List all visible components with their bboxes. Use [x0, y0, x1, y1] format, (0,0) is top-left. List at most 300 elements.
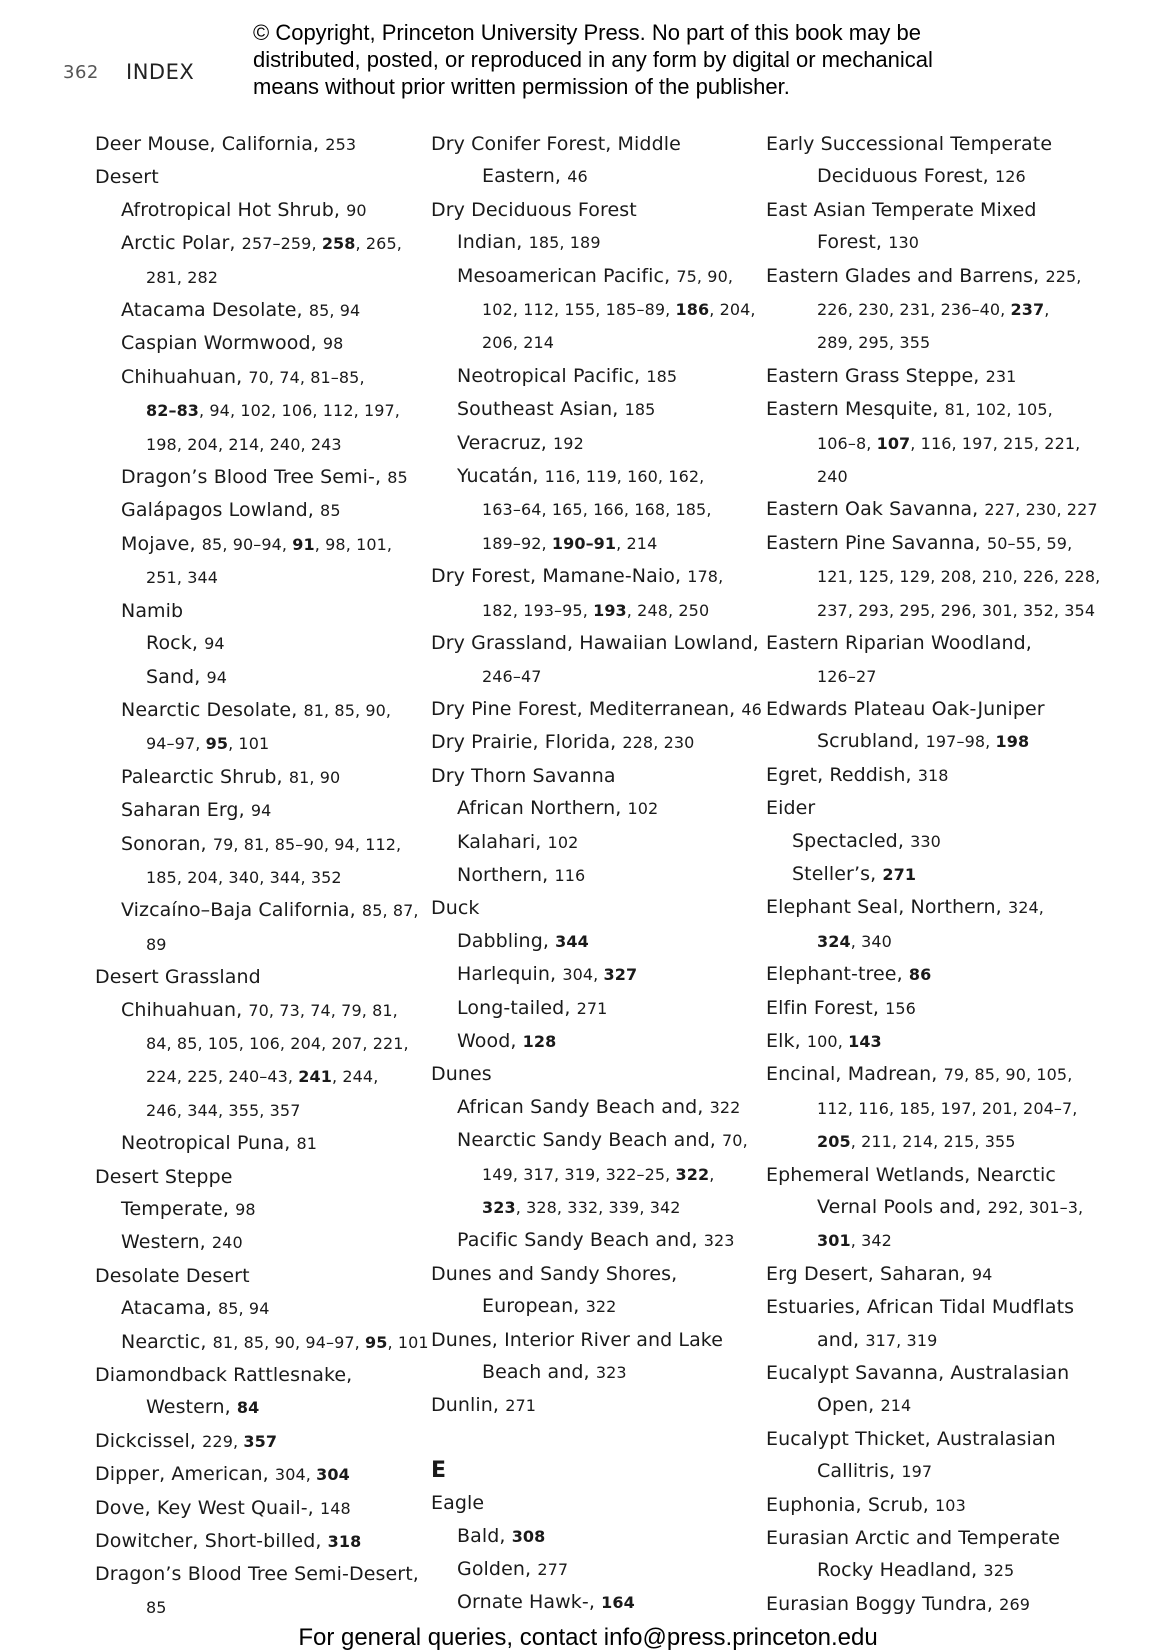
- entry-continuation-line: [95, 1027, 420, 1060]
- index-subentry: [431, 1224, 756, 1257]
- entry-continuation-line: [95, 428, 420, 461]
- entry-line: [121, 828, 420, 861]
- index-subentry: [766, 825, 1116, 858]
- entry-term: Pacific Sandy Beach and,: [457, 1229, 704, 1252]
- entry-line: [766, 1588, 1116, 1621]
- entry-line: [431, 1487, 756, 1519]
- page-ref: 197–98,: [925, 732, 996, 752]
- entry-continuation-line: [431, 160, 756, 193]
- index-subentry: [766, 858, 1116, 891]
- index-entry: [766, 759, 1116, 792]
- entry-term: Caspian Wormwood,: [121, 332, 323, 355]
- page-ref: 106–8,: [817, 433, 877, 453]
- index-subentry: [431, 992, 756, 1025]
- entry-line: [121, 494, 420, 527]
- entry-line: [121, 194, 420, 227]
- page-ref: 85: [387, 468, 408, 488]
- index-subentry: [431, 1124, 756, 1224]
- index-subentry: [95, 227, 420, 294]
- entry-line: [431, 1389, 756, 1422]
- entry-line: [766, 1291, 1116, 1323]
- page-ref: 271: [576, 998, 608, 1018]
- entry-line: [766, 1489, 1116, 1522]
- page-ref: 102, 112, 155, 185–89,: [482, 300, 676, 320]
- entry-term: Afrotropical Hot Shrub,: [121, 198, 347, 221]
- entry-continuation-line: [766, 1389, 1116, 1422]
- entry-line: [95, 1458, 420, 1491]
- page-ref-bold: 304: [316, 1465, 350, 1485]
- index-entry: [431, 1324, 756, 1390]
- page-ref: 323: [595, 1363, 627, 1383]
- entry-term: Scrubland,: [817, 730, 926, 753]
- entry-term: Encinal, Madrean,: [766, 1063, 944, 1086]
- index-subentry: [95, 627, 420, 660]
- page-ref: 156: [885, 998, 916, 1018]
- page-ref-bold: 198: [995, 732, 1030, 752]
- page-ref: 70,: [722, 1131, 748, 1151]
- index-subentry: [431, 859, 756, 892]
- page-ref: 103: [935, 1495, 966, 1515]
- index-subentry: [95, 194, 420, 227]
- entry-continuation-line: [766, 660, 1116, 693]
- index-entry: [766, 360, 1116, 393]
- index-entry: [95, 1558, 420, 1624]
- index-subentry: [95, 761, 420, 794]
- page-ref-bold: 318: [327, 1532, 362, 1552]
- index-subentry: [95, 1193, 420, 1226]
- entry-line: [457, 1224, 756, 1257]
- entry-line: [457, 460, 756, 493]
- index-entry: [766, 493, 1116, 526]
- entry-term: Elephant Seal, Northern,: [766, 896, 1008, 919]
- entry-line: [766, 360, 1116, 393]
- entry-term: Southeast Asian,: [457, 398, 625, 421]
- page-ref-bold: 107: [876, 433, 911, 453]
- page-ref: 98: [235, 1200, 256, 1219]
- page-ref: 240: [211, 1233, 243, 1253]
- entry-continuation-line: [431, 493, 756, 526]
- entry-line: [457, 925, 756, 958]
- page-ref: 81, 102, 105,: [944, 400, 1053, 420]
- entry-term: Dickcissel,: [95, 1429, 203, 1452]
- entry-continuation-line: [766, 326, 1116, 359]
- index-entry: [766, 627, 1116, 693]
- page-ref: 185, 204, 340, 344, 352: [146, 867, 342, 887]
- page-ref: 85, 90–94,: [201, 534, 293, 554]
- page-ref-bold: 327: [603, 965, 638, 985]
- page-ref: ,: [709, 1164, 715, 1184]
- entry-line: [121, 294, 420, 327]
- entry-term: Dry Deciduous Forest: [431, 198, 637, 221]
- index-entry: [95, 1458, 420, 1491]
- entry-term: Palearctic Shrub,: [121, 765, 289, 788]
- entry-term: Eastern Riparian Woodland,: [766, 632, 1032, 655]
- page-ref: 79, 81, 85–90, 94, 112,: [212, 834, 402, 854]
- entry-term: Elfin Forest,: [766, 996, 886, 1019]
- entry-term: Arctic Polar,: [121, 232, 242, 255]
- entry-term: Atacama,: [121, 1297, 218, 1320]
- entry-line: [457, 958, 756, 991]
- entry-term: Eastern Mesquite,: [766, 398, 945, 421]
- entry-line: [766, 792, 1116, 824]
- index-subentry: [95, 1127, 420, 1160]
- copyright-notice: [253, 19, 973, 100]
- index-entry: [766, 891, 1116, 958]
- entry-continuation-line: [431, 1290, 756, 1323]
- page-ref: , 214: [616, 533, 658, 553]
- page-ref: 240: [817, 467, 848, 487]
- entry-term: African Sandy Beach and,: [457, 1095, 710, 1118]
- entry-line: [95, 1492, 420, 1525]
- entry-term: Rock,: [146, 632, 205, 655]
- entry-line: [766, 527, 1116, 560]
- entry-line: [95, 1525, 420, 1558]
- entry-line: [766, 1159, 1116, 1191]
- entry-line: [766, 1058, 1116, 1091]
- entry-line: [766, 128, 1116, 160]
- entry-continuation-line: [95, 394, 420, 427]
- entry-term: Western,: [121, 1231, 212, 1254]
- section-spacer: [431, 1423, 756, 1447]
- page-ref: 271: [505, 1396, 537, 1416]
- index-entry: [766, 1058, 1116, 1158]
- page-ref: , 244,: [332, 1067, 379, 1087]
- page-ref: 98: [322, 334, 344, 354]
- entry-term: Eurasian Boggy Tundra,: [766, 1592, 1000, 1615]
- entry-term: Eastern Oak Savanna,: [766, 498, 985, 521]
- entry-term: Sand,: [146, 665, 207, 688]
- page-ref: 246–47: [482, 666, 542, 686]
- entry-continuation-line: [766, 427, 1116, 460]
- page-ref: 317, 319: [865, 1330, 938, 1350]
- page-ref: 100,: [806, 1031, 849, 1051]
- index-entry: [766, 992, 1116, 1025]
- entry-continuation-line: [95, 561, 420, 594]
- page-ref: 70, 74, 81–85,: [248, 367, 365, 387]
- index-subentry: [95, 1326, 429, 1359]
- entry-term: Neotropical Pacific,: [457, 364, 647, 387]
- entry-continuation-line: [766, 1455, 1116, 1488]
- index-subentry: [431, 1520, 756, 1553]
- entry-continuation-line: [431, 293, 756, 326]
- entry-term: Erg Desert, Saharan,: [766, 1262, 972, 1285]
- index-subentry: [95, 327, 420, 360]
- copyright-line: © Copyright, Princeton University Press. No part of this book may be: [253, 20, 921, 45]
- index-subentry: [431, 1091, 756, 1124]
- entry-term: African Northern,: [457, 797, 628, 820]
- entry-line: [121, 595, 420, 627]
- page-ref: 94: [250, 801, 272, 821]
- index-subentry: [431, 427, 756, 460]
- page-ref-bold: 241: [298, 1067, 332, 1087]
- entry-term: Eider: [766, 797, 816, 820]
- page-ref: , 211, 214, 215, 355: [850, 1132, 1016, 1152]
- running-head: INDEX: [126, 60, 195, 84]
- index-subentry: [95, 1292, 420, 1325]
- page-ref-bold: 95: [205, 734, 229, 754]
- index-entry: [95, 161, 420, 193]
- entry-line: [457, 260, 756, 293]
- index-subentry: [431, 260, 756, 360]
- entry-term: Duck: [431, 897, 480, 920]
- entry-continuation-line: [95, 861, 420, 894]
- entry-term: Dunes, Interior River and Lake: [431, 1328, 724, 1351]
- entry-line: [431, 560, 756, 593]
- page-ref-bold: 308: [511, 1526, 546, 1546]
- index-subentry: [95, 661, 420, 694]
- entry-line: [766, 627, 1116, 659]
- entry-term: Veracruz,: [457, 431, 554, 454]
- entry-term: Long-tailed,: [457, 996, 577, 1019]
- page-ref-bold: 84: [236, 1398, 260, 1418]
- index-subentry: [95, 828, 420, 895]
- entry-line: [766, 958, 1116, 991]
- page-ref-bold: 95: [365, 1332, 388, 1352]
- page-ref: 228, 230: [622, 733, 695, 753]
- page-ref: 85: [146, 1597, 167, 1617]
- entry-term: Dry Prairie, Florida,: [431, 731, 623, 754]
- page-ref: 253: [325, 135, 357, 154]
- index-entry: [766, 194, 1116, 260]
- page-ref: 257–259,: [241, 234, 322, 254]
- page-ref: 324,: [1007, 898, 1044, 918]
- entry-line: [121, 794, 420, 827]
- entry-line: [95, 1260, 420, 1292]
- page-ref-bold: 186: [675, 300, 710, 320]
- page-ref: 46: [567, 167, 588, 187]
- index-subentry: [95, 894, 420, 961]
- index-entry: [431, 1389, 756, 1422]
- entry-term: Atacama Desolate,: [121, 299, 309, 322]
- entry-line: [121, 227, 420, 260]
- page-ref: 81, 90: [288, 767, 341, 787]
- page-ref: 182, 193–95,: [482, 600, 594, 620]
- entry-line: [431, 892, 756, 924]
- page-ref-bold: 322: [675, 1164, 710, 1184]
- index-entry: [95, 1161, 420, 1193]
- index-entry: [431, 194, 756, 226]
- entry-line: [457, 992, 756, 1025]
- entry-line: [431, 760, 756, 792]
- page-ref: 330: [910, 831, 941, 851]
- page-ref: 50–55, 59,: [986, 533, 1073, 553]
- index-entry: [95, 128, 420, 161]
- entry-term: Diamondback Rattlesnake,: [95, 1364, 353, 1387]
- entry-line: [95, 161, 420, 193]
- entry-term: Dry Pine Forest, Mediterranean,: [431, 697, 742, 720]
- index-column-2: [431, 128, 762, 1620]
- page-ref: 277: [537, 1560, 569, 1580]
- page-ref: 292, 301–3,: [987, 1198, 1084, 1217]
- entry-line: [121, 361, 420, 394]
- entry-continuation-line: [95, 928, 420, 961]
- page-ref: 126: [994, 167, 1026, 187]
- page-ref: 325: [983, 1561, 1015, 1581]
- page-ref-bold: 193: [593, 600, 627, 620]
- page-ref: 198, 204, 214, 240, 243: [146, 434, 342, 454]
- entry-term: Callitris,: [817, 1460, 902, 1483]
- entry-continuation-line: [766, 1554, 1116, 1587]
- page-ref: , 94, 102, 106, 112, 197,: [199, 401, 400, 421]
- entry-term: Nearctic Sandy Beach and,: [457, 1129, 723, 1152]
- entry-line: [95, 1359, 420, 1391]
- index-subentry: [95, 595, 420, 627]
- page-ref: ,: [1044, 300, 1050, 320]
- entry-term: Galápagos Lowland,: [121, 499, 321, 522]
- page-ref-bold: 86: [908, 965, 932, 985]
- entry-term: Dunes: [431, 1063, 492, 1086]
- entry-line: [766, 992, 1116, 1025]
- index-entry: [766, 1588, 1116, 1621]
- page-ref: 229,: [202, 1431, 244, 1451]
- entry-line: [457, 792, 756, 825]
- entry-term: Dry Thorn Savanna: [431, 764, 616, 787]
- entry-continuation-line: [431, 1158, 756, 1191]
- entry-line: [121, 994, 420, 1027]
- index-entry: [766, 1357, 1116, 1423]
- entry-term: Nearctic Desolate,: [121, 698, 304, 721]
- page-ref: 322: [585, 1297, 617, 1317]
- index-entry: [766, 260, 1116, 360]
- entry-line: [431, 693, 762, 726]
- page-ref: 121, 125, 129, 208, 210, 226, 228,: [817, 567, 1101, 587]
- page-ref: 46: [741, 699, 762, 719]
- entry-line: [792, 858, 1116, 891]
- page-ref-bold: 324: [817, 931, 851, 951]
- entry-term: Temperate,: [121, 1198, 236, 1220]
- entry-continuation-line: [766, 1125, 1116, 1158]
- entry-term: Rocky Headland,: [817, 1559, 984, 1582]
- entry-term: Open,: [817, 1394, 881, 1417]
- entry-continuation-line: [766, 160, 1116, 193]
- page-ref: 130: [888, 233, 920, 253]
- page-ref: 185: [646, 366, 678, 386]
- entry-term: Harlequin,: [457, 963, 563, 986]
- entry-line: [431, 194, 756, 226]
- entry-term: Eastern Glades and Barrens,: [766, 264, 1046, 287]
- entry-continuation-line: [766, 293, 1116, 326]
- page-ref: 126–27: [817, 666, 877, 686]
- page-ref: 231: [985, 366, 1017, 386]
- entry-term: Vizcaíno–Baja California,: [121, 899, 362, 922]
- entry-term: Mesoamerican Pacific,: [457, 264, 677, 287]
- page-ref: 281, 282: [146, 267, 219, 287]
- entry-line: [457, 226, 756, 259]
- index-subentry: [431, 460, 756, 560]
- index-entry: [766, 1423, 1116, 1489]
- entry-line: [457, 393, 756, 426]
- index-entry: [95, 1525, 420, 1558]
- entry-term: Desert: [95, 166, 159, 189]
- index-subentry: [431, 1586, 756, 1619]
- page-ref-bold: 91: [292, 534, 315, 554]
- page-ref: 94: [204, 634, 225, 654]
- entry-term: Nearctic,: [121, 1330, 213, 1353]
- page-ref: , 328, 332, 339, 342: [515, 1198, 681, 1217]
- entry-continuation-line: [431, 326, 756, 359]
- page-ref: 85: [320, 501, 341, 521]
- page-ref: 85, 87,: [361, 901, 419, 921]
- page-ref: 185: [624, 400, 656, 420]
- entry-continuation-line: [766, 594, 1116, 627]
- index-subentry: [95, 1226, 420, 1259]
- entry-term: Vernal Pools and,: [817, 1196, 988, 1218]
- page-ref-bold: 258: [321, 234, 356, 254]
- page-ref: , 204,: [709, 300, 756, 320]
- entry-term: Egret, Reddish,: [766, 763, 918, 786]
- entry-line: [95, 1161, 420, 1193]
- page-ref: 148: [319, 1498, 351, 1518]
- page-ref: 79, 85, 90, 105,: [943, 1065, 1073, 1085]
- index-entry: [766, 958, 1116, 991]
- index-entry: [431, 726, 756, 759]
- entry-term: Yucatán,: [457, 465, 545, 488]
- entry-term: Desert Steppe: [95, 1165, 233, 1188]
- entry-term: Dabbling,: [457, 929, 556, 952]
- page-ref: 318: [917, 765, 949, 785]
- index-entry: [431, 1487, 756, 1519]
- page-ref: , 101: [387, 1332, 429, 1352]
- page-ref: 75, 90,: [676, 266, 734, 286]
- entry-term: Eucalypt Thicket, Australasian: [766, 1427, 1056, 1450]
- index-entry: [766, 1522, 1116, 1588]
- entry-line: [431, 1324, 756, 1356]
- page-ref: 323: [703, 1231, 735, 1251]
- index-entry: [766, 792, 1116, 824]
- entry-continuation-line: [766, 226, 1116, 259]
- entry-term: Eastern,: [482, 165, 568, 188]
- entry-term: Indian,: [457, 231, 529, 254]
- entry-term: Elephant-tree,: [766, 963, 909, 986]
- page-ref: 185, 189: [528, 233, 601, 253]
- entry-line: [121, 761, 420, 794]
- entry-line: [457, 1553, 756, 1586]
- page-ref: 192: [553, 433, 584, 453]
- entry-term: Dove, Key West Quail-,: [95, 1496, 320, 1519]
- entry-term: Eurasian Arctic and Temperate: [766, 1527, 1061, 1550]
- page-ref: , 265,: [355, 234, 402, 254]
- entry-line: [121, 327, 420, 360]
- entry-continuation-line: [95, 261, 420, 294]
- entry-line: [766, 194, 1116, 226]
- entry-line: [431, 1058, 756, 1090]
- index-entry: [95, 1492, 420, 1525]
- index-entry: [766, 393, 1116, 493]
- index-entry: [766, 1025, 1116, 1058]
- entry-line: [121, 528, 420, 561]
- entry-term: and,: [817, 1328, 866, 1351]
- entry-term: Desolate Desert: [95, 1264, 250, 1287]
- index-entry: [95, 1359, 420, 1425]
- index-subentry: [431, 360, 756, 393]
- entry-line: [95, 1558, 420, 1590]
- entry-continuation-line: [766, 725, 1116, 758]
- entry-line: [457, 859, 756, 892]
- page-ref: , 248, 250: [626, 600, 710, 620]
- page-ref: 224, 225, 240–43,: [146, 1067, 299, 1087]
- page-number: 362: [63, 62, 99, 83]
- page-ref: , 342: [850, 1231, 892, 1251]
- entry-term: Eagle: [431, 1492, 485, 1515]
- page-ref: 304,: [274, 1465, 317, 1485]
- entry-continuation-line: [95, 1094, 420, 1127]
- index-entry: [766, 128, 1116, 194]
- entry-term: Spectacled,: [792, 829, 911, 852]
- index-entry: [95, 1260, 420, 1292]
- entry-line: [121, 694, 420, 727]
- entry-continuation-line: [766, 1324, 1116, 1357]
- page-ref: 178,: [687, 567, 724, 587]
